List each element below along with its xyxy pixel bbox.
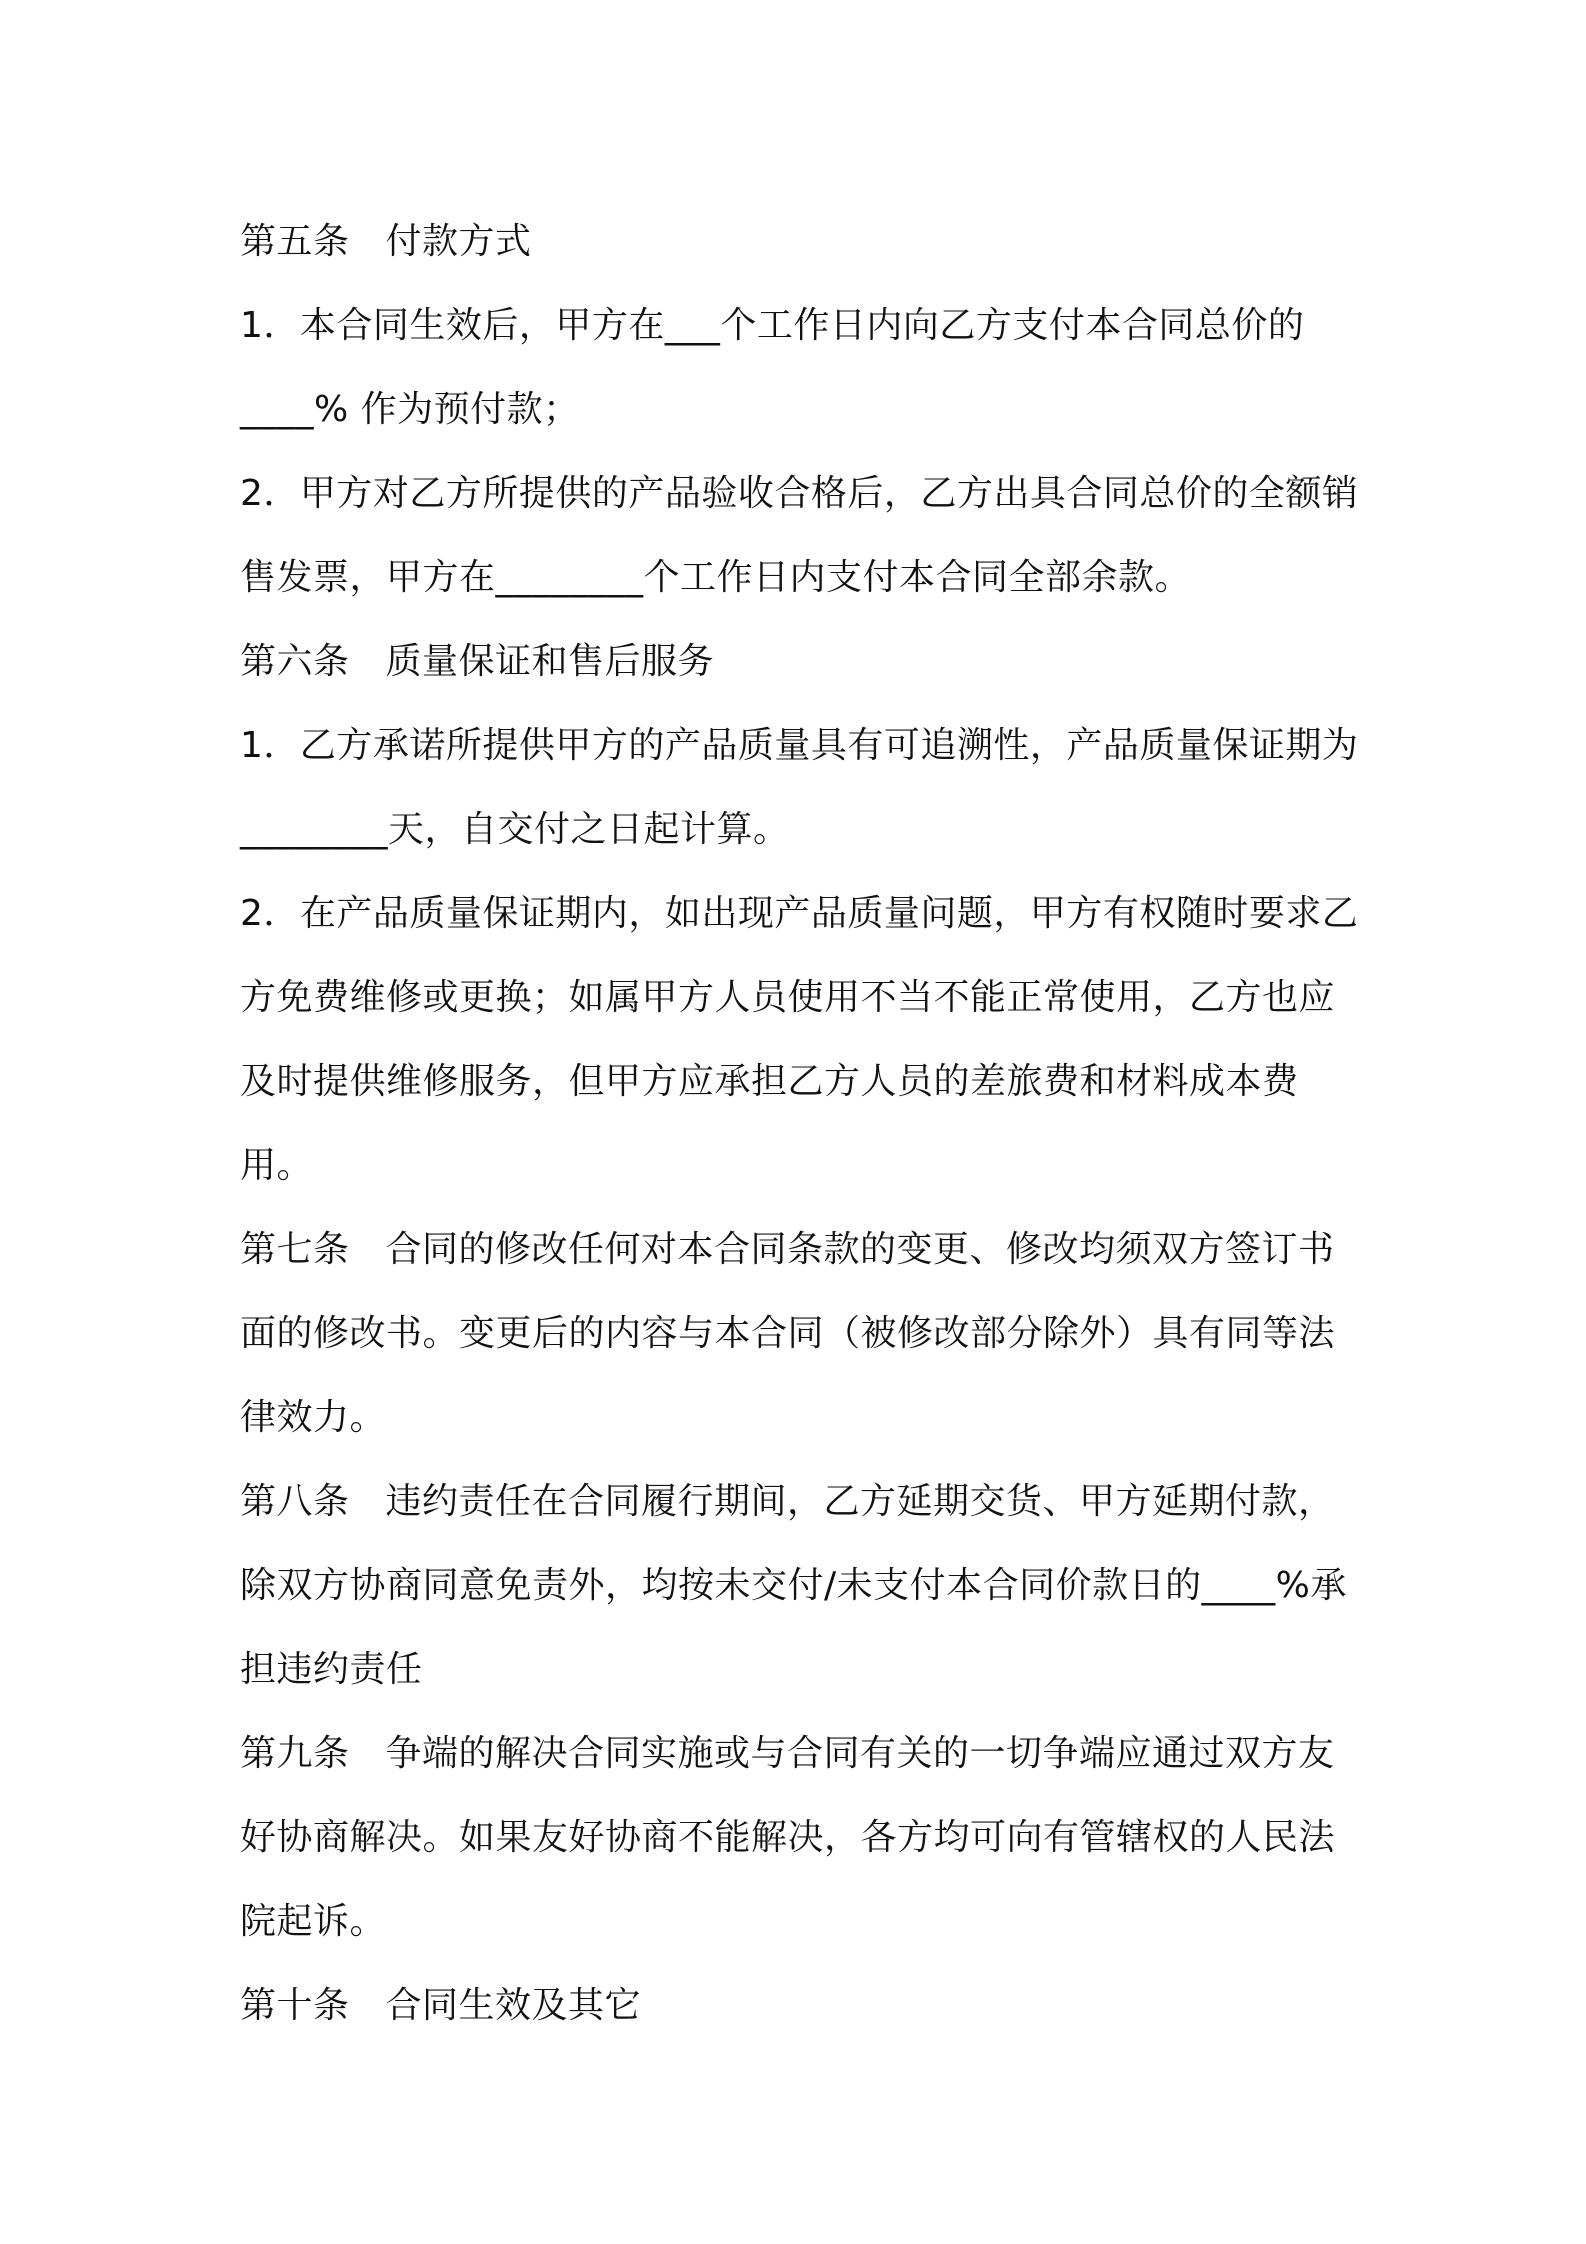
article-number: 第八条: [240, 1481, 350, 1522]
article-5-heading: [240, 200, 1360, 284]
article-5-clause-1: 1．本合同生效后，甲方在___个工作日内向乙方支付本合同总价的____% 作为预付款；: [240, 305, 1305, 430]
article-8: [240, 1460, 1360, 1712]
contract-body: [240, 200, 1360, 2048]
article-6-clause-2: 2．在产品质量保证期内，如出现产品质量问题，甲方有权随时要求乙方免费维修或更换；如属甲方人员使用不当不能正常使用，乙方也应及时提供维修服务，但甲方应承担乙方人员的差旅费和材料成本费用。: [240, 893, 1359, 1186]
article-9: [240, 1712, 1360, 1964]
article-10-heading: [240, 1964, 1360, 2048]
article-text: 违约责任在合同履行期间，乙方延期交货、甲方延期付款，除双方协商同意免责外，均按未交付/未支付本合同价款日的____%承担违约责任: [240, 1481, 1347, 1690]
article-5-clause-2: 2．甲方对乙方所提供的产品验收合格后，乙方出具合同总价的全额销售发票，甲方在________个工作日内支付本合同全部余款。: [240, 473, 1359, 598]
article-number: 第六条: [240, 641, 350, 682]
article-title: 合同生效及其它: [385, 1985, 642, 2026]
article-text: 合同的修改任何对本合同条款的变更、修改均须双方签订书面的修改书。变更后的内容与本合同（被修改部分除外）具有同等法律效力。: [240, 1229, 1336, 1438]
article-number: 第十条: [240, 1985, 350, 2026]
article-text: 争端的解决合同实施或与合同有关的一切争端应通过双方友好协商解决。如果友好协商不能解决，各方均可向有管辖权的人民法院起诉。: [240, 1733, 1336, 1942]
article-title: 质量保证和售后服务: [385, 641, 715, 682]
article-number: 第九条: [240, 1733, 350, 1774]
article-title: 付款方式: [385, 221, 532, 262]
article-number: 第七条: [240, 1229, 350, 1270]
article-7: [240, 1208, 1360, 1460]
article-number: 第五条: [240, 221, 350, 262]
article-6-heading: [240, 620, 1360, 704]
article-6-clause-1: 1．乙方承诺所提供甲方的产品质量具有可追溯性，产品质量保证期为________天，自交付之日起计算。: [240, 725, 1359, 850]
